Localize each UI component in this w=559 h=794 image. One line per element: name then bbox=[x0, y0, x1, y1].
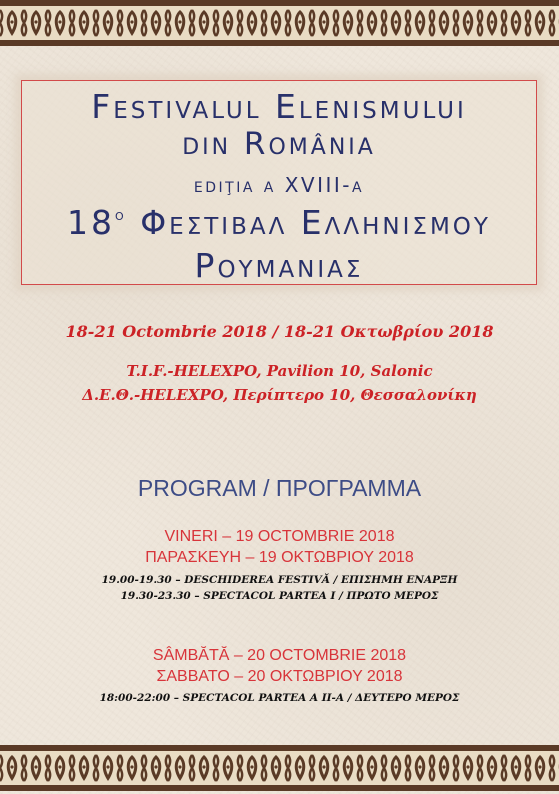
title-ordinal-sup: ο bbox=[115, 206, 127, 224]
venue-line-gr: Δ.Ε.Θ.-HELEXPO, Περίπτερο 10, Θεσσαλονίκη bbox=[82, 386, 477, 404]
day1-event-2: 19.30-23.30 – SPECTACOL PARTEA I / ΠΡΩΤΟ ΜΕΡΟΣ bbox=[120, 590, 439, 602]
venue-line-ro: T.I.F.-HELEXPO, Pavilion 10, Salonic bbox=[126, 362, 433, 380]
day1-title-gr: ΠΑΡΑΣΚΕΥΗ – 19 ΟΚΤΩΒΡΙΟΥ 2018 bbox=[145, 549, 414, 566]
title-line-ro-2: din România bbox=[182, 126, 376, 162]
title-line-gr-2: Ρουμανιας bbox=[194, 246, 364, 285]
festival-dates: 18-21 Octombrie 2018 / 18-21 Οκτωβρίου 2018 bbox=[65, 322, 494, 341]
greek-palmette-border-top-icon bbox=[0, 0, 559, 46]
program-heading: PROGRAM / ΠΡΟΓΡΑΜΜΑ bbox=[137, 475, 422, 501]
day1-event-1: 19.00-19.30 – DESCHIDEREA FESTIVĂ / ΕΠΙΣΗΜΗ ΕΝΑΡΞΗ bbox=[101, 574, 458, 586]
title-gr-text: Φεστιβαλ Ελληνισμου bbox=[140, 203, 491, 242]
title-line-ro-1: Festivalul Elenismului bbox=[91, 87, 467, 126]
title-number: 18 bbox=[67, 203, 116, 242]
day2-title-gr: ΣΑΒΒΑΤΟ – 20 ΟΚΤΩΒΡΙΟΥ 2018 bbox=[156, 668, 403, 685]
day2-title-ro: SÂMBĂTĂ – 20 OCTOMBRIE 2018 bbox=[152, 647, 407, 664]
edition-line: ediţia a XVIII-a bbox=[193, 173, 365, 197]
day1-title-ro: VINERI – 19 OCTOMBRIE 2018 bbox=[164, 528, 395, 545]
day2-event-1: 18:00-22:00 – SPECTACOL PARTEA A II-A / ΔΕΥΤΕΡΟ ΜΕΡΟΣ bbox=[99, 692, 460, 704]
title-line-gr-1 bbox=[22, 203, 536, 242]
festival-title-box bbox=[21, 80, 537, 285]
greek-palmette-border-bottom-icon bbox=[0, 745, 559, 791]
